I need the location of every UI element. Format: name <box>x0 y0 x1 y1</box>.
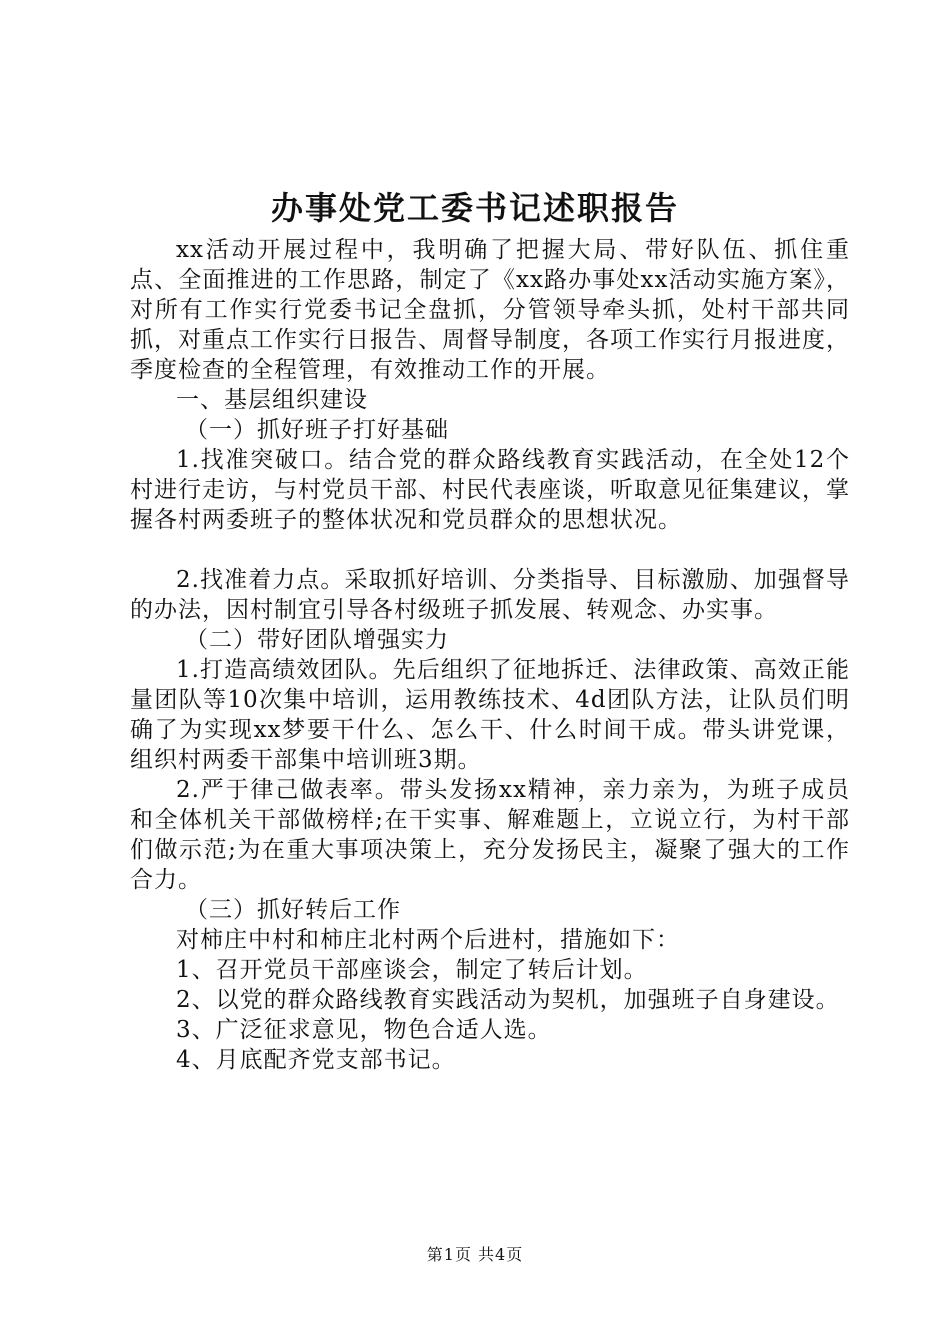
page-footer: 第1页 共4页 <box>426 1245 524 1264</box>
document-body <box>130 235 850 1075</box>
list-item-4: 4、月底配齐党支部书记。 <box>176 1047 456 1073</box>
subsection-heading-2: （二）带好团队增强实力 <box>185 627 449 653</box>
subsection-heading-1: （一）抓好班子打好基础 <box>185 417 449 443</box>
paragraph-gap <box>130 535 850 565</box>
paragraph-2-2: 2.严于律己做表率。带头发扬xx精神，亲力亲为，为班子成员和全体机关干部做榜样;在干实事、解难题上，立说立行，为村干部们做示范;为在重大事项决策上，充分发扬民主，凝聚了强大的工作合力。 <box>130 777 850 893</box>
list-item-3: 3、广泛征求意见，物色合适人选。 <box>176 1017 552 1043</box>
section-heading-1: 一、基层组织建设 <box>176 387 368 413</box>
list-item-2: 2、以党的群众路线教育实践活动为契机，加强班子自身建设。 <box>176 987 840 1013</box>
paragraph-1-2: 2.找准着力点。采取抓好培训、分类指导、目标激励、加强督导的办法，因村制宜引导各村级班子抓发展、转观念、办实事。 <box>130 567 850 623</box>
paragraph-2-1: 1.打造高绩效团队。先后组织了征地拆迁、法律政策、高效正能量团队等10次集中培训，运用教练技术、4d团队方法，让队员们明确了为实现xx梦要干什么、怎么干、什么时间干成。带头讲党课，组织村两委干部集中培训班3期。 <box>130 657 850 773</box>
subsection-heading-3: （三）抓好转后工作 <box>185 897 401 923</box>
document-title: 办事处党工委书记述职报告 <box>270 189 679 227</box>
list-item-1: 1、召开党员干部座谈会，制定了转后计划。 <box>176 957 648 983</box>
paragraph-1-1: 1.找准突破口。结合党的群众路线教育实践活动，在全处12个村进行走访，与村党员干部、村民代表座谈，听取意见征集建议，掌握各村两委班子的整体状况和党员群众的思想状况。 <box>130 447 850 533</box>
intro-paragraph: xx活动开展过程中，我明确了把握大局、带好队伍、抓住重点、全面推进的工作思路，制定了《xx路办事处xx活动实施方案》，对所有工作实行党委书记全盘抓，分管领导牵头抓，处村干部共同抓，对重点工作实行日报告、周督导制度，各项工作实行月报进度，季度检查的全程管理，有效推动工作的开展。 <box>130 237 850 383</box>
paragraph-3-intro: 对柿庄中村和柿庄北村两个后进村，措施如下： <box>176 927 680 953</box>
